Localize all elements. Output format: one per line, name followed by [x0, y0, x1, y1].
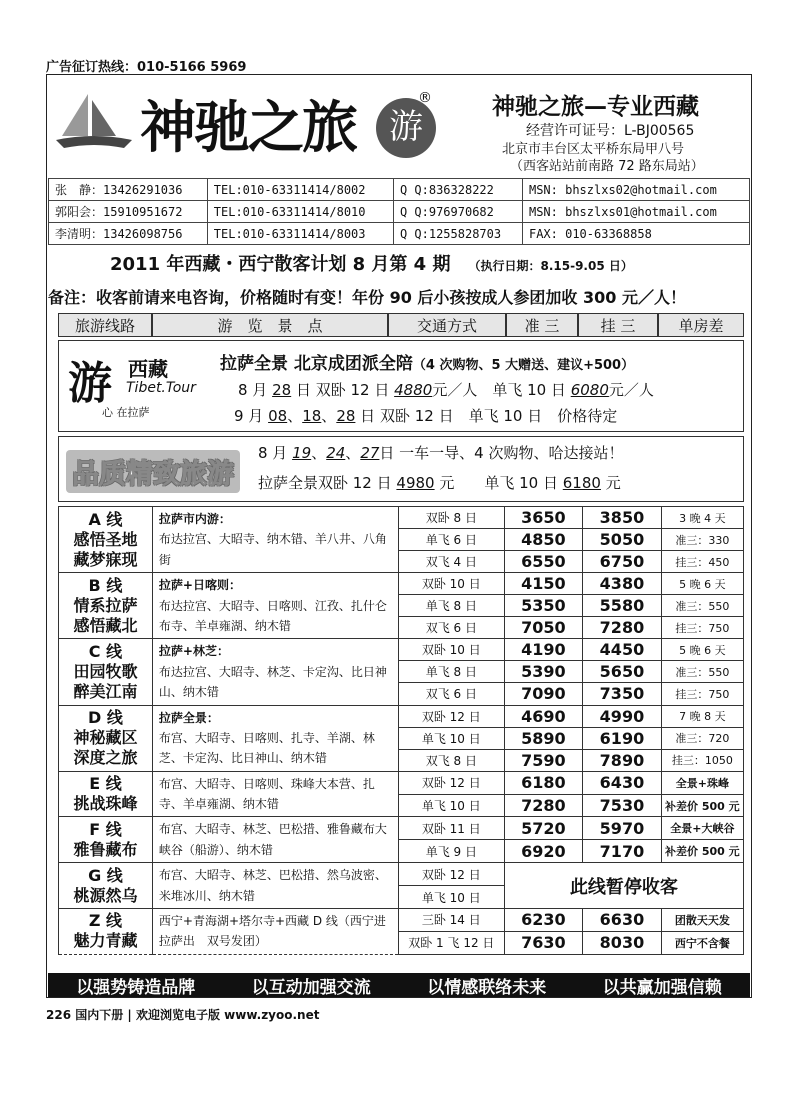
route-row — [59, 639, 744, 661]
room-detail: 准三：720 — [661, 727, 743, 749]
slogan: 以强势铸造品牌 — [76, 977, 196, 998]
date: 28 — [272, 381, 292, 399]
price: 6180 — [562, 474, 601, 492]
date: 18 — [302, 407, 322, 425]
remark-note: 备注：收客前请来电咨询，价格随时有变！年份 90 后小孩按成人参团加收 300 元／人！ — [48, 288, 686, 307]
date: 27 — [360, 444, 380, 462]
route-name-line: 魅力青藏 — [73, 931, 138, 951]
transport: 双卧 1 飞 12 日 — [398, 931, 504, 954]
text: 、 — [311, 444, 327, 462]
contact-row — [49, 201, 750, 223]
route-spots-list: 布宫、大昭寺、日喀则、扎寺、羊湖、林芝、卡定沟、比日神山、纳木错 — [158, 730, 375, 766]
price-rated-three: 6430 — [583, 771, 662, 794]
page-footer: 226 国内下册 | 欢迎浏览电子版 www.zyoo.net — [46, 1008, 320, 1022]
contact-qq: Q Q:1255828703 — [393, 223, 522, 245]
text: 8 月 — [258, 444, 293, 462]
room-detail: 挂三：750 — [661, 617, 743, 639]
col-spots: 游 览 景 点 — [152, 313, 388, 337]
price-quasi-three: 6550 — [504, 551, 583, 573]
text: 元 — [600, 474, 621, 492]
room-detail: 补差价 500 元 — [661, 794, 743, 817]
room-detail: 5 晚 6 天 — [661, 573, 743, 595]
text: 、 — [287, 407, 303, 425]
price-rated-three: 5650 — [583, 661, 662, 683]
route-spots-list: 西宁+青海湖+塔尔寺+西藏 D 线（西宁进拉萨出 双号发团） — [158, 914, 386, 949]
text: 元 单飞 10 日 — [434, 474, 563, 492]
text: 、 — [321, 407, 337, 425]
price-quasi-three: 4690 — [504, 705, 583, 727]
route-spots — [152, 863, 398, 909]
contact-name: 李清明：13426098756 — [49, 223, 208, 245]
contact-tel: TEL:010-63311414/8010 — [207, 201, 393, 223]
table-header — [58, 313, 744, 337]
room-detail: 挂三：750 — [661, 683, 743, 705]
ad-hotline: 广告征订热线：010-5166 5969 — [46, 60, 247, 75]
room-detail: 准三：550 — [661, 595, 743, 617]
route-row — [59, 573, 744, 595]
route-name-line: 感悟藏北 — [73, 615, 138, 635]
price-rated-three: 7170 — [583, 840, 662, 863]
transport: 双飞 4 日 — [398, 551, 504, 573]
price-rated-three: 6750 — [583, 551, 662, 573]
price-quasi-three: 4850 — [504, 529, 583, 551]
address: 北京市丰台区太平桥东局甲八号 — [502, 142, 685, 157]
route-spots-list: 布宫、大昭寺、林芝、巴松措、然乌波密、米堆冰川、纳木错 — [158, 868, 387, 903]
room-detail: 全景+大峡谷 — [661, 817, 743, 840]
col-transport: 交通方式 — [388, 313, 506, 337]
route-name — [59, 817, 153, 863]
price-rated-three: 7280 — [583, 617, 662, 639]
price-rated-three: 4990 — [583, 705, 662, 727]
route-name-line: Z 线 — [88, 911, 123, 931]
quality-badge: 品质精致旅游 — [66, 450, 240, 493]
price-quasi-three: 6180 — [504, 771, 583, 794]
transport: 双卧 10 日 — [398, 573, 504, 595]
price-rated-three: 5050 — [583, 529, 662, 551]
transport: 双卧 12 日 — [398, 705, 504, 727]
contact-name: 张 静：13426291036 — [49, 179, 208, 201]
route-name-line: G 线 — [88, 865, 123, 885]
price-rated-three: 7350 — [583, 683, 662, 705]
room-detail: 准三：550 — [661, 661, 743, 683]
route-spots — [152, 573, 398, 639]
route-table — [58, 506, 744, 955]
route-name-line: 情系拉萨 — [73, 595, 138, 615]
text: 日 双卧 12 日 单飞 10 日 价格待定 — [355, 407, 618, 425]
transport: 单飞 10 日 — [398, 727, 504, 749]
transport: 单飞 9 日 — [398, 840, 504, 863]
route-row — [59, 771, 744, 794]
text: 8 月 — [238, 381, 273, 399]
price: 4980 — [396, 474, 435, 492]
transport: 三卧 14 日 — [398, 909, 504, 932]
route-name — [59, 909, 153, 955]
room-detail: 挂三：1050 — [661, 749, 743, 771]
contact-tel: TEL:010-63311414/8003 — [207, 223, 393, 245]
route-name-line: 田园牧歌 — [73, 661, 138, 681]
route-name — [59, 639, 153, 705]
route-name-line: C 线 — [88, 641, 123, 661]
tibet-tour-logo-icon: 游 — [68, 358, 112, 409]
price-quasi-three: 3650 — [504, 507, 583, 529]
text: 拉萨全景双卧 12 日 — [258, 474, 397, 492]
promo1-headline — [220, 349, 634, 374]
route-spots — [152, 909, 398, 955]
text: 元／人 — [608, 381, 654, 399]
tibet-logo-sub: 心 在拉萨 — [102, 406, 150, 419]
promo2-prices — [258, 472, 621, 493]
tibet-logo-cn: 西藏 — [128, 357, 168, 381]
route-spots-list: 布宫、大昭寺、林芝、巴松措、雅鲁藏布大峡谷（船游）、纳木错 — [158, 822, 387, 857]
slogan: 以互动加强交流 — [251, 977, 371, 998]
route-spots-title: 拉萨+日喀则： — [158, 578, 241, 593]
slogan: 以情感联络未来 — [427, 977, 547, 998]
price: 4880 — [394, 381, 433, 399]
col-price-rated: 挂 三 — [578, 313, 658, 337]
transport: 双飞 6 日 — [398, 683, 504, 705]
transport: 双飞 6 日 — [398, 617, 504, 639]
room-detail: 挂三：450 — [661, 551, 743, 573]
price-rated-three: 3850 — [583, 507, 662, 529]
route-row — [59, 507, 744, 529]
date: 19 — [292, 444, 312, 462]
plan-title-text: 2011 年西藏・西宁散客计划 8 月第 4 期 — [110, 254, 451, 275]
text: 元／人 单飞 10 日 — [432, 381, 571, 399]
route-name-line: E 线 — [89, 774, 122, 794]
route-spots — [152, 771, 398, 817]
price-quasi-three: 5390 — [504, 661, 583, 683]
col-price-quasi: 准 三 — [506, 313, 578, 337]
price-quasi-three: 7280 — [504, 794, 583, 817]
text: 日 双卧 12 日 — [291, 381, 395, 399]
price-quasi-three: 7050 — [504, 617, 583, 639]
closed-notice: 此线暂停收客 — [504, 863, 743, 909]
route-spots-title: 拉萨全景： — [158, 710, 219, 725]
transport: 双卧 10 日 — [398, 639, 504, 661]
license-number: 经营许可证号：L-BJ00565 — [526, 123, 695, 139]
route-name-line: A 线 — [88, 509, 123, 529]
route-row — [59, 705, 744, 727]
route-spots — [152, 817, 398, 863]
contact-name: 郭阳会：15910951672 — [49, 201, 208, 223]
contact-extra: MSN: bhszlxs01@hotmail.com — [522, 201, 749, 223]
slogan-bar — [48, 973, 750, 997]
route-row — [59, 817, 744, 840]
route-spots-title: 拉萨市内游： — [158, 512, 231, 526]
date: 24 — [326, 444, 346, 462]
address-detail: （西客站站前南路 72 路东局站） — [510, 159, 704, 174]
price-quasi-three: 7590 — [504, 749, 583, 771]
price-quasi-three: 7630 — [504, 931, 583, 954]
contact-row — [49, 179, 750, 201]
text: 、 — [345, 444, 361, 462]
seal-logo-icon: 游 — [376, 98, 436, 158]
route-name-line: B 线 — [88, 575, 123, 595]
route-row — [59, 863, 744, 886]
transport: 双飞 8 日 — [398, 749, 504, 771]
transport: 双卧 12 日 — [398, 863, 504, 886]
promo1-headline-text: 拉萨全景 北京成团派全陪 — [220, 354, 413, 374]
route-name — [59, 863, 153, 909]
transport: 单飞 8 日 — [398, 661, 504, 683]
promo1-august — [238, 379, 654, 400]
promo1-september — [234, 405, 617, 426]
route-spots — [152, 639, 398, 705]
contact-table — [48, 178, 750, 245]
route-name-line: 雅鲁藏布 — [73, 839, 138, 859]
contact-extra: MSN: bhszlxs02@hotmail.com — [522, 179, 749, 201]
route-name-line: 醉美江南 — [73, 681, 138, 701]
plan-title — [48, 250, 750, 276]
route-name-line: 藏梦寐现 — [73, 549, 138, 569]
route-name — [59, 573, 153, 639]
route-name-line: 挑战珠峰 — [73, 794, 138, 814]
date: 08 — [268, 407, 288, 425]
price-rated-three: 7530 — [583, 794, 662, 817]
route-spots-list: 布达拉宫、大昭寺、纳木错、羊八井、八角街 — [158, 532, 387, 567]
route-name-line: 神秘藏区 — [73, 728, 138, 748]
transport: 单飞 10 日 — [398, 886, 504, 909]
route-name — [59, 771, 153, 817]
price-rated-three: 5970 — [583, 817, 662, 840]
price-quasi-three: 4190 — [504, 639, 583, 661]
route-spots-list: 布达拉宫、大昭寺、林芝、卡定沟、比日神山、纳木错 — [158, 664, 387, 700]
transport: 单飞 8 日 — [398, 595, 504, 617]
contact-row — [49, 223, 750, 245]
route-name-line: 桃源然乌 — [73, 885, 138, 905]
room-detail: 全景+珠峰 — [661, 771, 743, 794]
route-spots-list: 布达拉宫、大昭寺、日喀则、江孜、扎什仑布寺、羊卓雍湖、纳木错 — [158, 598, 387, 633]
price-rated-three: 5580 — [583, 595, 662, 617]
price-rated-three: 4450 — [583, 639, 662, 661]
price-quasi-three: 4150 — [504, 573, 583, 595]
room-detail: 7 晚 8 天 — [661, 705, 743, 727]
route-name-line: D 线 — [88, 708, 123, 728]
text: 9 月 — [234, 407, 269, 425]
route-spots-title: 拉萨+林芝： — [158, 644, 229, 659]
room-detail: 西宁不含餐 — [661, 931, 743, 954]
price-rated-three: 6630 — [583, 909, 662, 932]
execution-date: （执行日期：8.15-9.05 日） — [468, 259, 633, 273]
price-rated-three: 6190 — [583, 727, 662, 749]
contact-tel: TEL:010-63311414/8002 — [207, 179, 393, 201]
price-quasi-three: 5890 — [504, 727, 583, 749]
route-name-line: 感悟圣地 — [73, 529, 138, 549]
route-name — [59, 705, 153, 771]
route-spots — [152, 705, 398, 771]
promo1-headline-note: （4 次购物、5 大赠送、建议+500） — [412, 358, 635, 373]
col-route: 旅游线路 — [58, 313, 152, 337]
brand-title: 神驰之旅—专业西藏 — [492, 94, 699, 120]
route-spots-list: 布宫、大昭寺、日喀则、珠峰大本营、扎寺、羊卓雍湖、纳木错 — [158, 776, 375, 812]
price-quasi-three: 6230 — [504, 909, 583, 932]
price: 6080 — [570, 381, 609, 399]
price-rated-three: 7890 — [583, 749, 662, 771]
route-spots — [152, 507, 398, 573]
logo-text: 神驰之旅 — [140, 95, 356, 161]
transport: 双卧 12 日 — [398, 771, 504, 794]
price-rated-three: 8030 — [583, 931, 662, 954]
transport: 双卧 8 日 — [398, 507, 504, 529]
slogan: 以共赢加强信赖 — [602, 977, 722, 998]
transport: 单飞 6 日 — [398, 529, 504, 551]
room-detail: 准三：330 — [661, 529, 743, 551]
room-detail: 3 晚 4 天 — [661, 507, 743, 529]
room-detail: 团散天天发 — [661, 909, 743, 932]
date: 28 — [336, 407, 356, 425]
transport: 单飞 10 日 — [398, 794, 504, 817]
transport: 双卧 11 日 — [398, 817, 504, 840]
text: 日 一车一导、4 次购物、哈达接站！ — [379, 444, 624, 462]
col-single-supplement: 单房差 — [658, 313, 744, 337]
room-detail: 补差价 500 元 — [661, 840, 743, 863]
registered-mark: ® — [418, 90, 432, 106]
contact-extra: FAX: 010-63368858 — [522, 223, 749, 245]
price-quasi-three: 7090 — [504, 683, 583, 705]
contact-qq: Q Q:976970682 — [393, 201, 522, 223]
sailboat-logo-icon — [54, 92, 134, 154]
room-detail: 5 晚 6 天 — [661, 639, 743, 661]
tibet-logo-en: Tibet.Tour — [126, 380, 196, 396]
route-name-line: F 线 — [89, 819, 122, 839]
route-row — [59, 909, 744, 932]
route-name — [59, 507, 153, 573]
price-quasi-three: 5720 — [504, 817, 583, 840]
price-quasi-three: 6920 — [504, 840, 583, 863]
contact-qq: Q Q:836328222 — [393, 179, 522, 201]
promo2-dates — [258, 442, 624, 463]
route-name-line: 深度之旅 — [73, 748, 138, 768]
price-quasi-three: 5350 — [504, 595, 583, 617]
price-rated-three: 4380 — [583, 573, 662, 595]
